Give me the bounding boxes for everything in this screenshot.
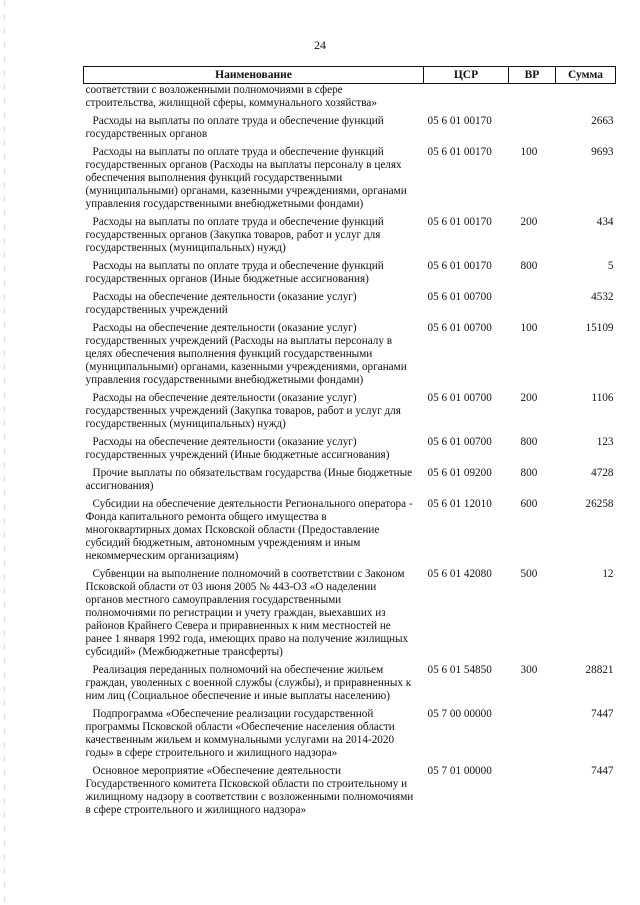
cell-csr-text: 05 6 01 00700	[427, 291, 492, 303]
cell-csr-text: 05 6 01 00700	[427, 392, 492, 404]
cell-csr	[424, 765, 509, 822]
cell-sum-text: 7447	[591, 765, 614, 777]
cell-name	[84, 392, 424, 436]
cell-name	[84, 498, 424, 568]
cell-name	[84, 568, 424, 664]
cell-csr-text: 05 7 01 00000	[427, 765, 492, 777]
cell-sum	[556, 115, 616, 146]
header-vr: ВР	[509, 67, 556, 84]
table-row	[84, 146, 616, 216]
cell-sum	[556, 216, 616, 260]
cell-csr	[424, 291, 509, 322]
cell-csr-text: 05 6 01 54850	[427, 664, 492, 676]
cell-vr	[509, 322, 556, 392]
cell-csr	[424, 115, 509, 146]
cell-csr	[424, 322, 509, 392]
cell-vr-text: 100	[520, 322, 538, 334]
cell-csr	[424, 467, 509, 498]
cell-name-text: Субсидии на обеспечение деятельности Регионального оператора - Фонда капитального ремонта общего имущества в многоквартирных домах Псковской области (Предоставление субсидий бюджетным, автономным учреждениям и иным некоммерческим организациям)	[85, 498, 413, 562]
cell-name	[84, 467, 424, 498]
cell-name-text: Расходы на выплаты по оплате труда и обеспечение функций государственных органов	[85, 115, 384, 140]
cell-sum	[556, 467, 616, 498]
cell-csr	[424, 392, 509, 436]
cell-csr	[424, 146, 509, 216]
cell-vr-text: 800	[520, 467, 538, 479]
cell-vr	[509, 146, 556, 216]
cell-vr	[509, 498, 556, 568]
cell-sum-text: 28821	[585, 664, 614, 676]
cell-sum-text: 7447	[591, 708, 614, 720]
cell-name-text: Реализация переданных полномочий на обеспечение жильем граждан, уволенных с военной службы (службы), и приравненных к ним лиц (Социальное обеспечение и иные выплаты населению)	[85, 664, 412, 702]
cell-csr	[424, 260, 509, 291]
cell-vr	[509, 765, 556, 822]
cell-name-text: Расходы на выплаты по оплате труда и обеспечение функций государственных органов (Закупка товаров, работ и услуг для государственных (муниципальных) нужд)	[85, 216, 384, 254]
cell-name-text: Основное мероприятие «Обеспечение деятельности Государственного комитета Псковской области по строительному и жилищному надзору в соответствии с возложенными полномочиями в сфере строительного и жилищного надзора»	[85, 765, 414, 816]
cell-name	[84, 436, 424, 467]
cell-vr	[509, 84, 556, 116]
table-row	[84, 765, 616, 822]
scan-edge	[4, 0, 5, 905]
header-csr: ЦСР	[424, 67, 509, 84]
header-name: Наименование	[84, 67, 424, 84]
cell-csr	[424, 436, 509, 467]
cell-vr	[509, 436, 556, 467]
cell-csr	[424, 708, 509, 765]
cell-sum-text: 434	[596, 216, 614, 228]
cell-sum-text: 12	[602, 568, 614, 580]
cell-name	[84, 291, 424, 322]
cell-sum	[556, 498, 616, 568]
cell-csr-text: 05 6 01 00700	[427, 436, 492, 448]
cell-vr-text: 800	[520, 260, 538, 272]
cell-vr	[509, 291, 556, 322]
cell-name	[84, 260, 424, 291]
cell-csr-text: 05 6 01 00700	[427, 322, 492, 334]
cell-sum	[556, 291, 616, 322]
cell-vr	[509, 392, 556, 436]
table-row	[84, 498, 616, 568]
cell-csr	[424, 216, 509, 260]
cell-name-text: Расходы на обеспечение деятельности (оказание услуг) государственных учреждений	[85, 291, 357, 316]
cell-name-text: Подпрограмма «Обеспечение реализации государственной программы Псковской области «Обеспечение населения области качественным жильем и коммунальными услугами на 2014-2020 годы» в сфере строительного и жилищного надзора»	[85, 708, 395, 759]
table-body	[84, 84, 616, 823]
cell-name-text: соответствии с возложенными полномочиями в сфере строительства, жилищной сферы, коммунального хозяйства»	[85, 84, 377, 109]
cell-vr-text: 100	[520, 146, 538, 158]
cell-vr	[509, 216, 556, 260]
table-row	[84, 84, 616, 116]
cell-vr	[509, 467, 556, 498]
cell-sum-text: 26258	[585, 498, 614, 510]
cell-name	[84, 146, 424, 216]
cell-name	[84, 765, 424, 822]
cell-sum	[556, 146, 616, 216]
table-row	[84, 216, 616, 260]
cell-name-text: Расходы на обеспечение деятельности (оказание услуг) государственных учреждений (Закупка товаров, работ и услуг для государственных (муниципальных) нужд)	[85, 392, 401, 430]
header-sum: Сумма	[556, 67, 616, 84]
cell-csr-text: 05 6 01 09200	[427, 467, 492, 479]
cell-name	[84, 664, 424, 708]
cell-sum-text: 2663	[591, 115, 614, 127]
page-number: 24	[314, 38, 326, 52]
cell-vr-text: 200	[520, 216, 538, 228]
cell-sum	[556, 322, 616, 392]
cell-vr	[509, 260, 556, 291]
cell-vr-text: 500	[520, 568, 538, 580]
cell-vr	[509, 664, 556, 708]
cell-vr	[509, 568, 556, 664]
cell-csr	[424, 664, 509, 708]
cell-sum	[556, 436, 616, 467]
cell-csr-text: 05 6 01 00170	[427, 146, 492, 158]
cell-sum	[556, 568, 616, 664]
table-row	[84, 322, 616, 392]
cell-name-text: Расходы на выплаты по оплате труда и обеспечение функций государственных органов (Расходы на выплаты персоналу в целях обеспечения выполнения функций государственными (муниципальными) органами, казенными учреждениями, органами управления государственными внебюджетными фондами)	[85, 146, 407, 210]
cell-sum	[556, 765, 616, 822]
cell-sum	[556, 392, 616, 436]
table-row	[84, 392, 616, 436]
cell-sum-text: 4532	[591, 291, 614, 303]
cell-name-text: Прочие выплаты по обязательствам государства (Иные бюджетные ассигнования)	[85, 467, 413, 492]
budget-table	[83, 66, 616, 822]
cell-name-text: Расходы на обеспечение деятельности (оказание услуг) государственных учреждений (Иные бюджетные ассигнования)	[85, 436, 390, 461]
cell-csr-text: 05 6 01 12010	[427, 498, 492, 510]
cell-name-text: Субвенции на выполнение полномочий в соответствии с Законом Псковской области от 03 июня 2005 № 443-ОЗ «О наделении органов местного самоуправления государственными полномочиями по регистрации и учету граждан, выехавших из районов Крайнего Севера и приравненных к ним местностей не ранее 1 января 1992 года, имеющих право на получение жилищных субсидий» (Межбюджетные трансферты)	[85, 568, 409, 658]
cell-name	[84, 322, 424, 392]
cell-vr	[509, 708, 556, 765]
cell-sum	[556, 664, 616, 708]
cell-sum-text: 1106	[591, 392, 614, 404]
cell-csr	[424, 568, 509, 664]
table-row	[84, 115, 616, 146]
cell-vr	[509, 115, 556, 146]
table-row	[84, 436, 616, 467]
cell-csr-text: 05 7 00 00000	[427, 708, 492, 720]
cell-sum-text: 4728	[591, 467, 614, 479]
cell-sum-text: 9693	[591, 146, 614, 158]
cell-name-text: Расходы на обеспечение деятельности (оказание услуг) государственных учреждений (Расходы на выплаты персоналу в целях обеспечения выполнения функций государственными (муниципальными) органами, казенными учреждениями, органами управления государственными внебюджетными фондами)	[85, 322, 407, 386]
cell-csr	[424, 498, 509, 568]
cell-csr	[424, 84, 509, 116]
cell-vr-text: 600	[520, 498, 538, 510]
cell-sum-text: 15109	[585, 322, 614, 334]
cell-csr-text: 05 6 01 00170	[427, 115, 492, 127]
cell-sum-text: 5	[607, 260, 614, 272]
cell-name	[84, 84, 424, 116]
table-row	[84, 664, 616, 708]
cell-sum	[556, 708, 616, 765]
cell-sum	[556, 260, 616, 291]
cell-vr-text: 800	[520, 436, 538, 448]
cell-sum	[556, 84, 616, 116]
cell-name-text: Расходы на выплаты по оплате труда и обеспечение функций государственных органов (Иные бюджетные ассигнования)	[85, 260, 384, 285]
table-row	[84, 467, 616, 498]
table-row	[84, 568, 616, 664]
table-row	[84, 708, 616, 765]
table-header	[84, 67, 616, 84]
table-row	[84, 260, 616, 291]
cell-sum-text: 123	[596, 436, 614, 448]
cell-vr-text: 300	[520, 664, 538, 676]
cell-name	[84, 708, 424, 765]
table-row	[84, 291, 616, 322]
cell-vr-text: 200	[520, 392, 538, 404]
cell-name	[84, 115, 424, 146]
cell-csr-text: 05 6 01 42080	[427, 568, 492, 580]
cell-csr-text: 05 6 01 00170	[427, 216, 492, 228]
cell-csr-text: 05 6 01 00170	[427, 260, 492, 272]
cell-name	[84, 216, 424, 260]
